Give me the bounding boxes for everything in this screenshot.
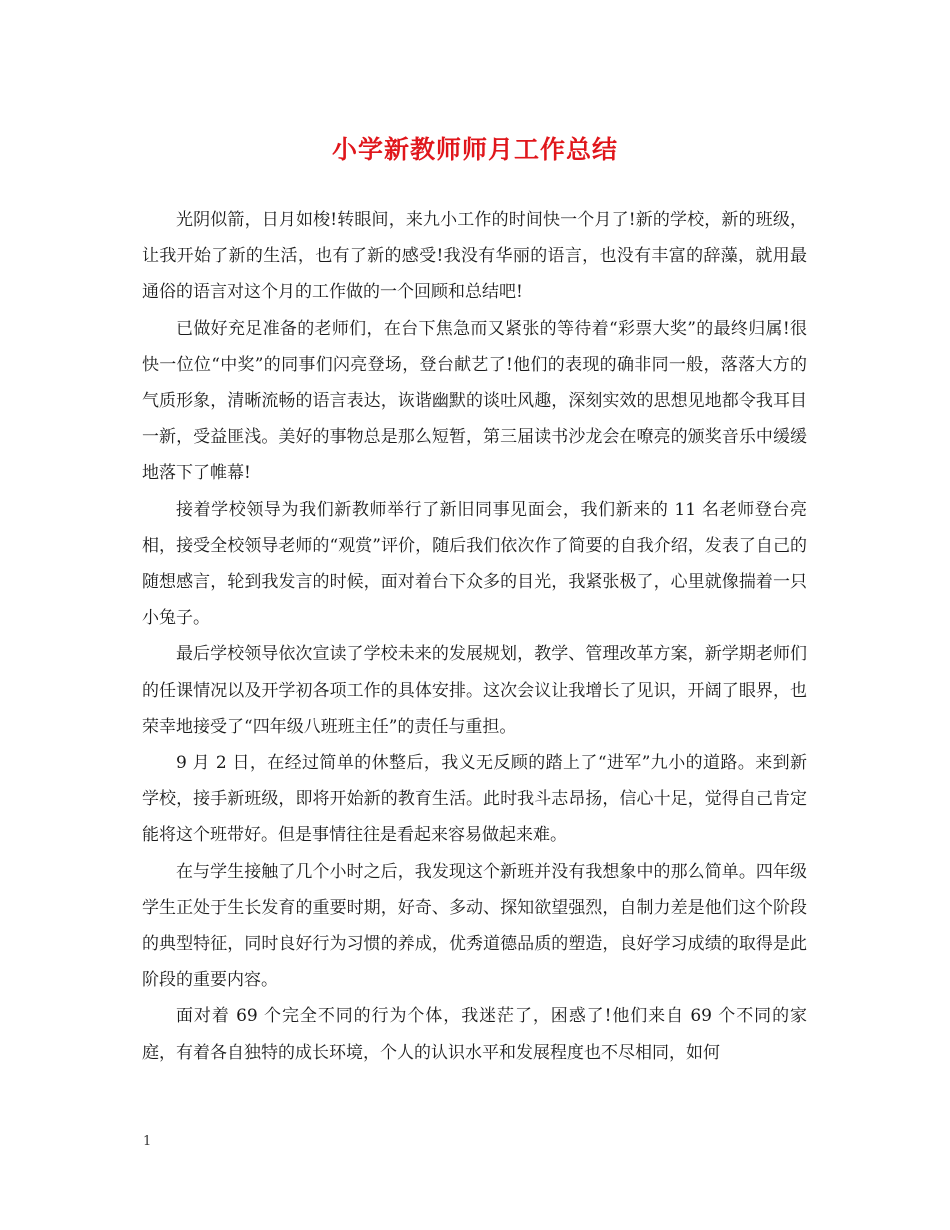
page-number: 1: [143, 1134, 152, 1149]
paragraph-1: 光阴似箭，日月如梭!转眼间，来九小工作的时间快一个月了!新的学校，新的班级，让我开始了新的生活，也有了新的感受!我没有华丽的语言，也没有丰富的辞藻，就用最通俗的语言对这个月的工作做的一个回顾和总结吧!: [142, 210, 807, 303]
document-body: [142, 202, 807, 1071]
paragraph-7: 面对着 69 个完全不同的行为个体，我迷茫了，困惑了!他们来自 69 个不同的家庭，有着各自独特的成长环境，个人的认识水平和发展程度也不尽相同，如何: [142, 1006, 807, 1063]
document-title: 小学新教师师月工作总结: [331, 135, 618, 164]
paragraph-2: 已做好充足准备的老师们，在台下焦急而又紧张的等待着“彩票大奖”的最终归属!很快一位位“中奖”的同事们闪亮登场，登台献艺了!他们的表现的确非同一般，落落大方的气质形象，清晰流畅的语言表达，诙谐幽默的谈吐风趣，深刻实效的思想见地都令我耳目一新，受益匪浅。美好的事物总是那么短暂，第三届读书沙龙会在嘹亮的颁奖音乐中缓缓地落下了帷幕!: [142, 318, 807, 484]
paragraph-4: 最后学校领导依次宣读了学校未来的发展规划，教学、管理改革方案，新学期老师们的任课情况以及开学初各项工作的具体安排。这次会议让我增长了见识，开阔了眼界，也荣幸地接受了“四年级八班班主任”的责任与重担。: [142, 644, 807, 737]
paragraph-3: 接着学校领导为我们新教师举行了新旧同事见面会，我们新来的 11 名老师登台亮相，接受全校领导老师的“观赏”评价，随后我们依次作了简要的自我介绍，发表了自己的随想感言，轮到我发言的时候，面对着台下众多的目光，我紧张极了，心里就像揣着一只小兔子。: [142, 499, 807, 629]
paragraph-6: 在与学生接触了几个小时之后，我发现这个新班并没有我想象中的那么简单。四年级学生正处于生长发育的重要时期，好奇、多动、探知欲望强烈，自制力差是他们这个阶段的典型特征，同时良好行为习惯的养成，优秀道德品质的塑造，良好学习成绩的取得是此阶段的重要内容。: [142, 861, 807, 991]
paragraph-5: 9 月 2 日，在经过简单的休整后，我义无反顾的踏上了“进军”九小的道路。来到新学校，接手新班级，即将开始新的教育生活。此时我斗志昂扬，信心十足，觉得自己肯定能将这个班带好。但是事情往往是看起来容易做起来难。: [142, 753, 807, 846]
